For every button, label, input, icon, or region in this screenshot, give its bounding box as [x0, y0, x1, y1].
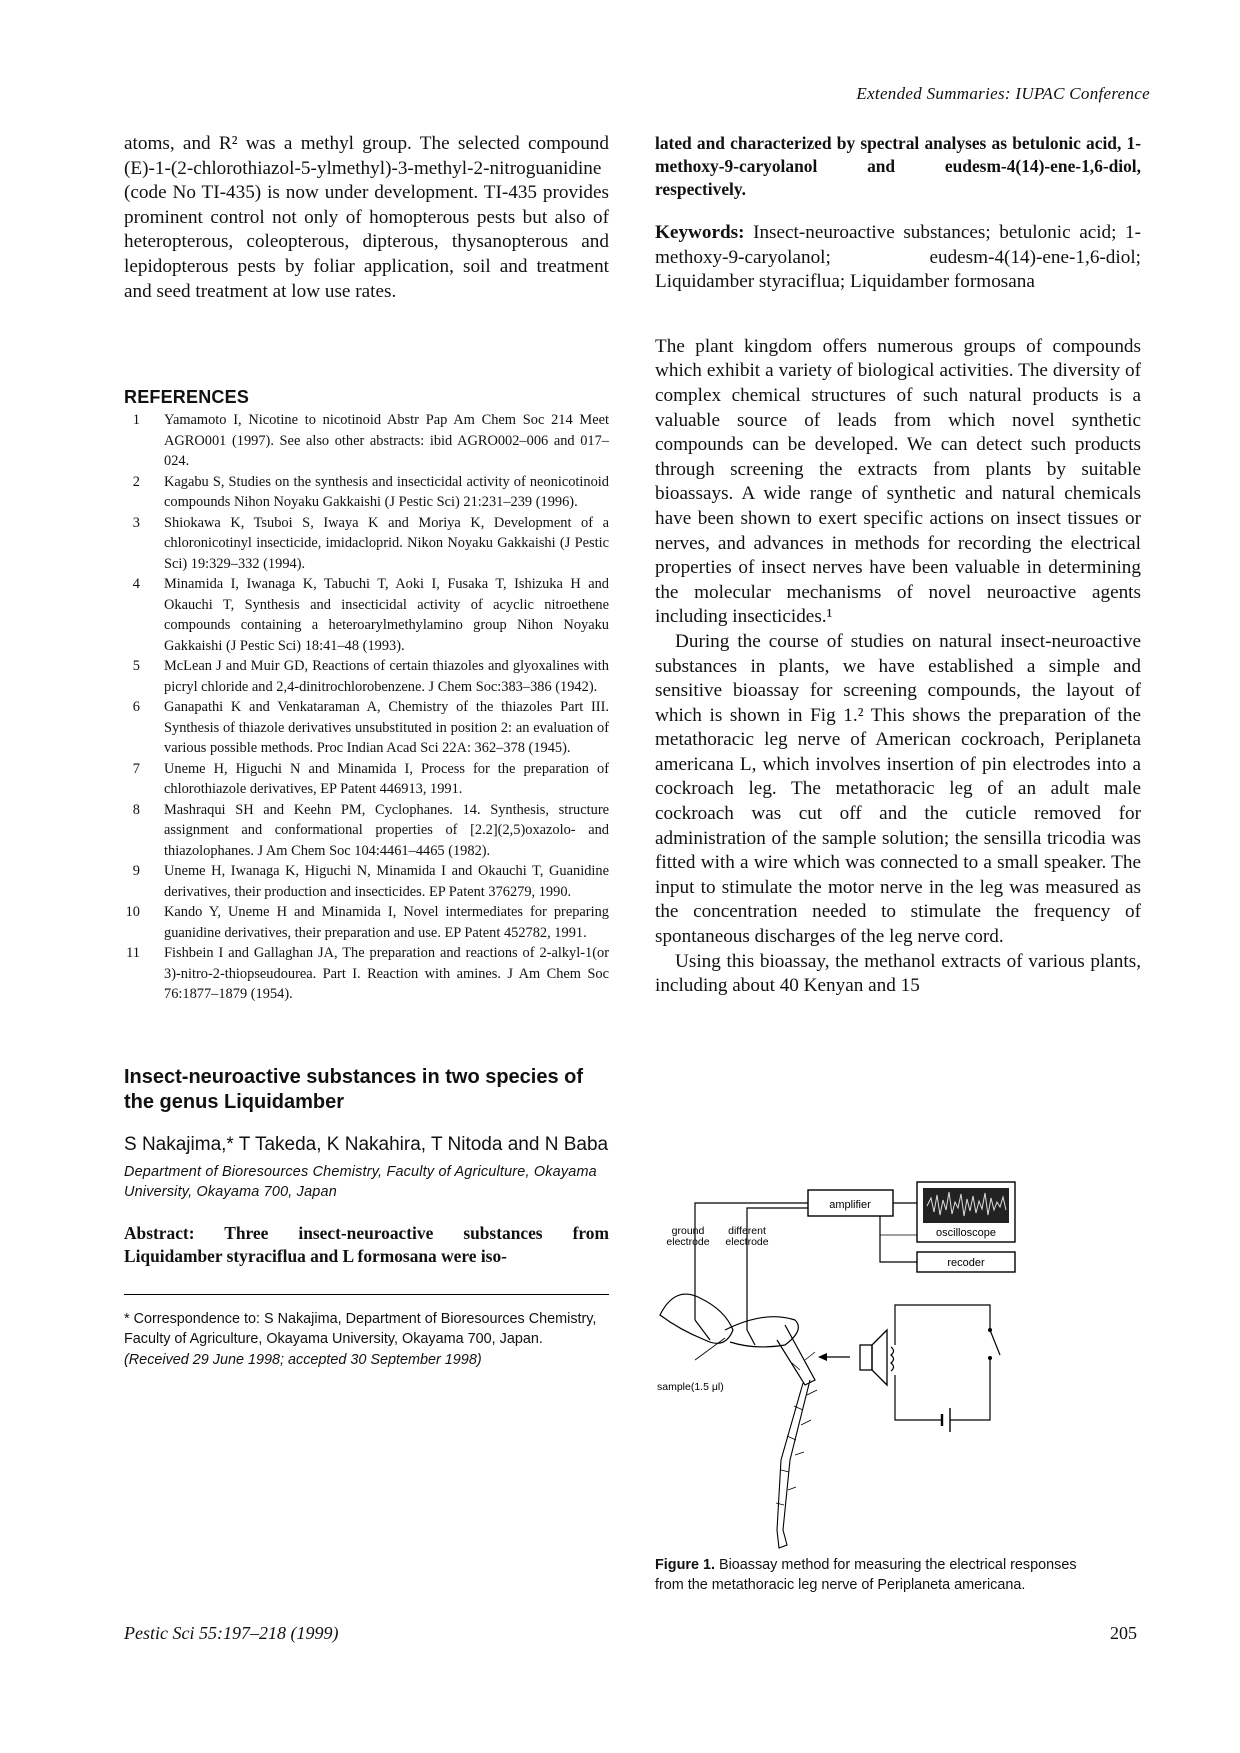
- body-paragraph-3: Using this bioassay, the methanol extracts of various plants, including about 40 Kenyan and 15: [655, 950, 1141, 997]
- reference-item: [124, 861, 609, 902]
- reference-item: [124, 574, 609, 656]
- body-paragraph-1: The plant kingdom offers numerous groups of compounds which exhibit a variety of biological activities. The diversity of complex chemical structures of such natural products is a valuable source of leads from which novel synthetic compounds can be developed. We can detect such products through screening the extracts from plants by suitable bioassays. A wide range of synthetic and natural chemicals have been shown to exert specific actions on insect tissues or nerves, and advances in methods for recording the electrical properties of insect nerves have been valuable in determining the molecular mechanisms of novel neuroactive agents including insecticides.¹: [655, 335, 1141, 628]
- reference-text: Minamida I, Iwanaga K, Tabuchi T, Aoki I, Fusaka T, Ishizuka H and Okauchi T, Synthesis and insecticidal activity of acyclic nitroethene compounds containing a heteroarylmethylamino group Nihon Noyaku Gakkaishi (J Pestic Sci) 18:41–48 (1993).: [164, 576, 609, 654]
- authors: S Nakajima,* T Takeda, K Nakahira, T Nitoda and N Baba: [124, 1133, 609, 1155]
- abstract-continued: lated and characterized by spectral analyses as betulonic acid, 1-methoxy-9-caryolanol and eudesm-4(14)-ene-1,6-diol, respectively.: [655, 133, 1141, 199]
- reference-item: [124, 759, 609, 800]
- ground-electrode-label-1: ground: [671, 1225, 705, 1237]
- affiliation: Department of Bioresources Chemistry, Faculty of Agriculture, Okayama University, Okayama 700, Japan: [124, 1163, 597, 1200]
- reference-item: [124, 943, 609, 1005]
- reference-text: Shiokawa K, Tsuboi S, Iwaya K and Moriya K, Development of a chloronicotinyl insecticide, imidacloprid. Nikon Noyaku Gakkaishi (J Pestic Sci) 19:329–332 (1994).: [164, 514, 609, 572]
- figure-caption-label: Figure 1.: [655, 1557, 715, 1573]
- recoder-label: recoder: [947, 1257, 985, 1269]
- reference-number: 8: [132, 801, 140, 818]
- ground-electrode-label-2: electrode: [666, 1236, 710, 1248]
- reference-text: Kagabu S, Studies on the synthesis and insecticidal activity of neonicotinoid compounds Nihon Noyaku Gakkaishi (J Pestic Sci) 21:231–239 (1996).: [164, 473, 609, 511]
- journal-footer: Pestic Sci 55:197–218 (1999): [124, 1623, 339, 1643]
- reference-number: 4: [132, 576, 140, 593]
- figure-caption-text: Bioassay method for measuring the electrical responses from the metathoracic leg nerve of Periplaneta americana.: [655, 1557, 1077, 1593]
- reference-item: [124, 800, 609, 862]
- reference-text: Yamamoto I, Nicotine to nicotinoid Abstr Pap Am Chem Soc 214 Meet AGRO001 (1997). See also other abstracts: ibid AGRO002–006 and 017–024.: [164, 412, 609, 470]
- reference-item: [124, 697, 609, 759]
- reference-item: [124, 513, 609, 575]
- reference-number: 1: [132, 412, 140, 429]
- amplifier-label: amplifier: [829, 1199, 871, 1211]
- reference-item: [124, 656, 609, 697]
- references-list: [124, 410, 609, 1005]
- sample-label: sample(1.5 μl): [657, 1381, 724, 1393]
- footnote-divider: [124, 1294, 609, 1295]
- reference-number: 3: [132, 514, 140, 531]
- bioassay-figure: [655, 1180, 1125, 1560]
- leg-coxa-shape: [660, 1294, 733, 1343]
- abstract-start: Abstract: Three insect-neuroactive substances from Liquidamber styraciflua and L formosana were iso-: [124, 1222, 609, 1266]
- page-number: 205: [1110, 1623, 1137, 1643]
- reference-text: Kando Y, Uneme H and Minamida I, Novel intermediates for preparing guanidine derivatives, their preparation and use. EP Patent 452782, 1991.: [164, 904, 609, 941]
- reference-number: 7: [132, 760, 140, 777]
- ground-wire: [695, 1203, 808, 1320]
- reference-text: Fishbein I and Gallaghan JA, The preparation and reactions of 2-alkyl-1(or 3)-nitro-2-thiopseudourea. Part I. Reaction with amines. J Am Chem Soc 76:1877–1879 (1954).: [164, 945, 609, 1003]
- body-paragraph-2: During the course of studies on natural insect-neuroactive substances in plants, we have established a simple and sensitive bioassay for screening compounds, the layout of which is shown in Fig 1.² This shows the preparation of the metathoracic leg nerve of American cockroach, Periplaneta americana L, which involves insertion of pin electrodes into a cockroach leg. The metathoracic leg of an adult male cockroach was cut off and the cuticle removed for administration of the sample solution; the sensilla tricodia was fitted with a wire which was connected to a small speaker. The input to stimulate the motor nerve in the leg was measured as the concentration needed to stimulate the frequency of spontaneous discharges of the leg nerve cord.: [655, 630, 1141, 948]
- reference-item: [124, 902, 609, 943]
- reference-number: 10: [125, 904, 140, 921]
- reference-text: Uneme H, Higuchi N and Minamida I, Process for the preparation of chlorothiazole derivatives, EP Patent 446913, 1991.: [164, 760, 609, 798]
- running-header: Extended Summaries: IUPAC Conference: [856, 84, 1150, 103]
- left-column: [124, 132, 609, 1370]
- reference-text: Mashraqui SH and Keehn PM, Cyclophanes. 14. Synthesis, structure assignment and conformational properties of [2.2](2,5)oxazolo- and thiazolophanes. J Am Chem Soc 104:4461–4465 (1982).: [164, 801, 609, 859]
- reference-number: 2: [132, 473, 140, 490]
- speaker-icon: [860, 1345, 872, 1370]
- reference-item: [124, 472, 609, 513]
- different-electrode-label-1: different: [728, 1225, 766, 1237]
- right-column: [655, 132, 1141, 999]
- leg-spines: [776, 1352, 817, 1505]
- keywords-label: Keywords:: [655, 222, 745, 243]
- footnote-received: (Received 29 June 1998; accepted 30 September 1998): [124, 1351, 482, 1368]
- reference-text: Uneme H, Iwanaga K, Higuchi N, Minamida I and Okauchi T, Guanidine derivatives, their production and insecticides. EP Patent 376279, 1990.: [164, 863, 609, 900]
- references-heading: REFERENCES: [124, 387, 250, 408]
- reference-number: 11: [126, 945, 140, 962]
- keywords-text: Insect-neuroactive substances; betulonic acid; 1-methoxy-9-caryolanol; eudesm-4(14)-ene-1,6-diol; Liquidamber styraciflua; Liquidamber formosana: [655, 222, 1142, 293]
- reference-number: 9: [132, 863, 140, 880]
- article-title: Insect-neuroactive substances in two species of the genus Liquidamber: [124, 1065, 584, 1113]
- switch-icon: [990, 1330, 1000, 1355]
- reference-item: [124, 410, 609, 472]
- reference-number: 6: [132, 699, 140, 716]
- oscilloscope-label: oscilloscope: [936, 1227, 996, 1239]
- different-electrode-label-2: electrode: [725, 1236, 769, 1248]
- leg-tarsus-shape: [777, 1380, 810, 1548]
- reference-text: McLean J and Muir GD, Reactions of certain thiazoles and glyoxalines with picryl chloride and 2,4-dinitrochlorobenzene. J Chem Soc:383–386 (1942).: [164, 658, 609, 695]
- circuit-wire-top: [895, 1305, 990, 1345]
- footnote-correspondence: * Correspondence to: S Nakajima, Department of Bioresources Chemistry, Faculty of Agriculture, Okayama University, Okayama 700, Japan.: [124, 1310, 597, 1348]
- figure-caption: [655, 1555, 1085, 1595]
- keywords: [655, 221, 1141, 295]
- leg-femur-shape: [725, 1317, 798, 1347]
- reference-text: Ganapathi K and Venkataraman A, Chemistry of the thiazoles Part III. Synthesis of thiazole derivatives unsubstituted in position 2: an evaluation of various possible methods. Proc Indian Acad Sci 22A: 362–378 (1945).: [164, 699, 609, 757]
- reference-number: 5: [132, 658, 140, 675]
- intro-paragraph: atoms, and R² was a methyl group. The selected compound (E)-1-(2-chlorothiazol-5-ylmethyl)-3-methyl-2-nitroguanidine (code No TI-435) is now under development. TI-435 provides prominent control not only of homopterous pests but also of heteropterous, coleopterous, dipterous, thysanopterous and lepidopterous pests by foliar application, soil and treatment and seed treatment at low use rates.: [124, 133, 609, 302]
